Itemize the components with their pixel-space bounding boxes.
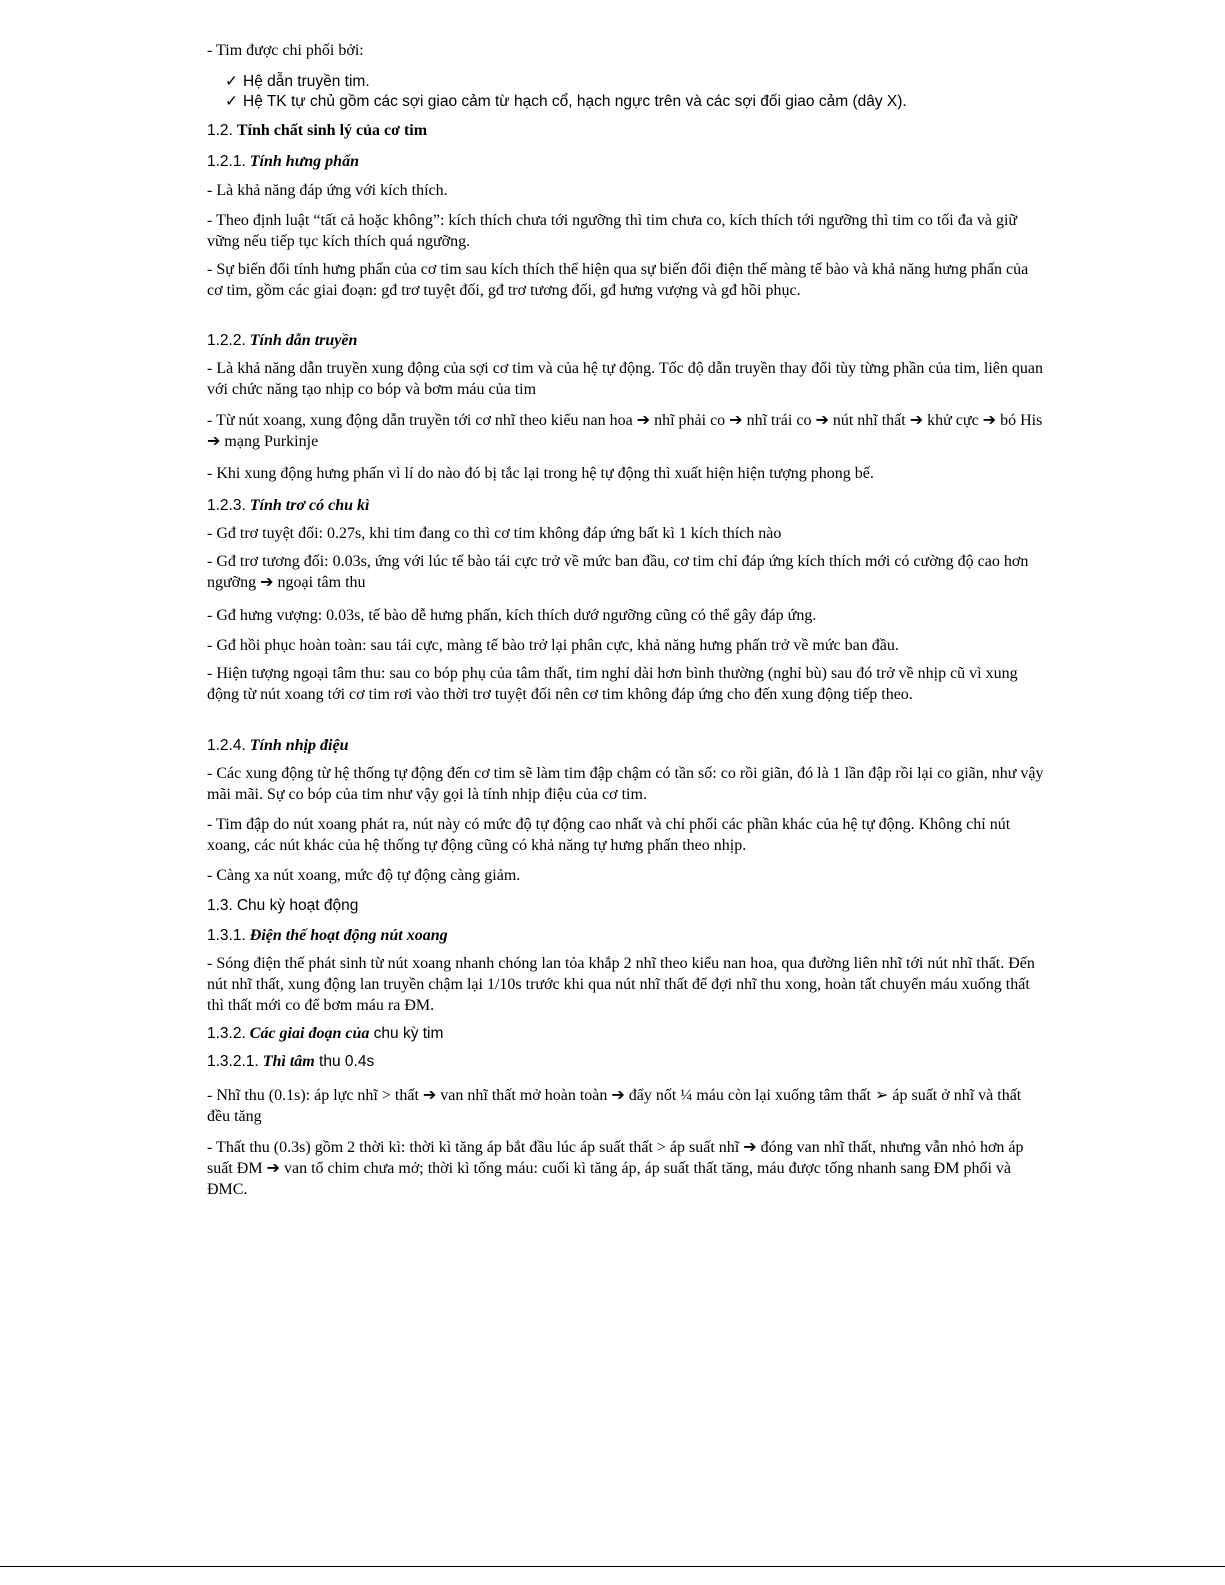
paragraph: - Các xung động từ hệ thống tự động đến cơ tim sẽ làm tim đập chậm có tần số: co rồi giãn, đó là 1 lần đập rồi lại co giãn, như vậy mãi mãi. Sự co bóp của tim như vậy gọi là tính nhịp điệu của cơ tim. bbox=[207, 765, 1044, 803]
subsection-title: Thì tâm bbox=[262, 1053, 315, 1070]
paragraph: - Tim được chi phối bởi: bbox=[207, 42, 364, 59]
checklist-item bbox=[225, 71, 1047, 92]
checkmark-icon: ✓ bbox=[225, 73, 238, 90]
paragraph: - Gđ trơ tương đối: 0.03s, ứng với lúc tế bào tái cực trở về mức ban đầu, cơ tim chỉ đáp ứng kích thích mới có cường độ cao hơn ngưỡng ➔ ngoại tâm thu bbox=[207, 553, 1029, 591]
subsection-number: 1.3.1. bbox=[207, 927, 246, 944]
paragraph: - Tim đập do nút xoang phát ra, nút này có mức độ tự động cao nhất và chỉ phối các phần khác của hệ tự động. Không chỉ nút xoang, các nút khác của hệ thống tự động cũng có khả năng tự hưng phấn theo nhịp. bbox=[207, 816, 1011, 854]
subsection-heading bbox=[207, 495, 1047, 516]
subsection-heading bbox=[207, 1023, 1047, 1044]
subsection-title: Tính hưng phấn bbox=[249, 153, 359, 170]
paragraph: - Từ nút xoang, xung động dẫn truyền tới cơ nhĩ theo kiểu nan hoa ➔ nhĩ phải co ➔ nhĩ trái co ➔ nút nhĩ thất ➔ khử cực ➔ bó His ➔ mạng Purkinje bbox=[207, 412, 1043, 450]
section-heading bbox=[207, 120, 1047, 141]
checkmark-icon: ✓ bbox=[225, 93, 238, 110]
subsection-title: Tính dẫn truyền bbox=[249, 332, 358, 349]
paragraph: - Càng xa nút xoang, mức độ tự động càng giảm. bbox=[207, 867, 521, 884]
subsection-heading bbox=[207, 330, 1047, 351]
paragraph: - Hiện tượng ngoại tâm thu: sau co bóp phụ của tâm thất, tim nghỉ dài hơn bình thường (nghỉ bù) sau đó trở về nhịp cũ vì xung động từ nút xoang tới cơ tim rơi vào thời trơ tuyệt đối nên cơ tim không đáp ứng cho đến xung động tiếp theo. bbox=[207, 665, 1018, 703]
paragraph: - Khi xung động hưng phấn vì lí do nào đó bị tắc lại trong hệ tự động thì xuất hiện hiện tượng phong bế. bbox=[207, 465, 874, 482]
subsection-title: Tính trơ có chu kì bbox=[249, 497, 370, 514]
subsection-heading bbox=[207, 151, 1047, 172]
section-title: Tính chất sinh lý của cơ tim bbox=[236, 122, 428, 139]
paragraph: - Gđ trơ tuyệt đối: 0.27s, khi tim đang co thì cơ tim không đáp ứng bất kì 1 kích thích nào bbox=[207, 525, 782, 542]
section-number: 1.3. bbox=[207, 897, 233, 914]
section-heading bbox=[207, 895, 1047, 916]
paragraph: - Gđ hưng vượng: 0.03s, tế bào dễ hưng phấn, kích thích dướ ngưỡng cũng có thể gây đáp ứng. bbox=[207, 607, 817, 624]
paragraph: - Là khả năng đáp ứng với kích thích. bbox=[207, 182, 448, 199]
paragraph: - Nhĩ thu (0.1s): áp lực nhĩ > thất ➔ van nhĩ thất mở hoàn toàn ➔ đẩy nốt ¼ máu còn lại xuống tâm thất ➢ áp suất ở nhĩ và thất đều tăng bbox=[207, 1087, 1022, 1125]
paragraph: - Theo định luật “tất cả hoặc không”: kích thích chưa tới ngưỡng thì tim chưa co, kích thích tới ngưỡng thì tim co tối đa và giữ vững nếu tiếp tục kích thích quá ngưỡng. bbox=[207, 212, 1018, 250]
subsection-number: 1.2.3. bbox=[207, 497, 246, 514]
page-bottom-rule bbox=[0, 1566, 1225, 1567]
subsection-title: Điện thế hoạt động nút xoang bbox=[249, 927, 448, 944]
subsection-number: 1.2.2. bbox=[207, 332, 246, 349]
paragraph: - Là khả năng dẫn truyền xung động của sợi cơ tim và của hệ tự động. Tốc độ dẫn truyền thay đổi tùy từng phần của tim, liên quan với chức năng tạo nhịp co bóp và bơm máu của tim bbox=[207, 360, 1043, 398]
section-title: Chu kỳ hoạt động bbox=[236, 897, 359, 914]
subsection-number: 1.3.2. bbox=[207, 1025, 246, 1042]
paragraph: - Sóng điện thế phát sinh từ nút xoang nhanh chóng lan tỏa khắp 2 nhĩ theo kiểu nan hoa, qua đường liên nhĩ tới nút nhĩ thất. Đến nút nhĩ thất, xung động lan truyền chậm lại 1/10s trước khi qua nút nhĩ thất để đợi nhĩ thu xong, hoàn tất chuyển máu xuống thất thì thất mới co để bơm máu ra ĐM. bbox=[207, 955, 1035, 1014]
subsection-number: 1.2.1. bbox=[207, 153, 246, 170]
paragraph: - Gđ hồi phục hoàn toàn: sau tái cực, màng tế bào trở lại phân cực, khả năng hưng phấn trở về mức ban đầu. bbox=[207, 637, 899, 654]
subsection-heading bbox=[207, 925, 1047, 946]
subsection-title-tail: chu kỳ tim bbox=[369, 1025, 444, 1042]
checklist-text: Hệ dẫn truyền tim. bbox=[243, 73, 370, 90]
subsection-number: 1.3.2.1. bbox=[207, 1053, 259, 1070]
subsection-title: Tính nhịp điệu bbox=[249, 737, 349, 754]
subsection-heading bbox=[207, 735, 1047, 756]
checklist-item bbox=[225, 91, 1047, 112]
subsection-title-tail: thu 0.4s bbox=[314, 1053, 375, 1070]
paragraph: - Sự biến đổi tính hưng phấn của cơ tim sau kích thích thể hiện qua sự biến đổi điện thế màng tế bào và khả năng hưng phấn của cơ tim, gồm các giai đoạn: gđ trơ tuyệt đối, gđ trơ tương đối, gđ hưng vượng và gđ hồi phục. bbox=[207, 261, 1029, 299]
subsection-title: Các giai đoạn của bbox=[249, 1025, 370, 1042]
checklist-text: Hệ TK tự chủ gồm các sợi giao cảm từ hạch cổ, hạch ngực trên và các sợi đối giao cảm (dây X). bbox=[243, 93, 907, 110]
subsection-number: 1.2.4. bbox=[207, 737, 246, 754]
section-number: 1.2. bbox=[207, 122, 233, 139]
paragraph: - Thất thu (0.3s) gồm 2 thời kì: thời kì tăng áp bắt đầu lúc áp suất thất > áp suất nhĩ ➔ đóng van nhĩ thất, nhưng vẫn nhỏ hơn áp suất ĐM ➔ van tổ chim chưa mở; thời kì tống máu: cuối kì tăng áp, áp suất thất tăng, máu được tống nhanh sang ĐM phổi và ĐMC. bbox=[207, 1139, 1024, 1198]
subsection-heading bbox=[207, 1051, 1047, 1072]
